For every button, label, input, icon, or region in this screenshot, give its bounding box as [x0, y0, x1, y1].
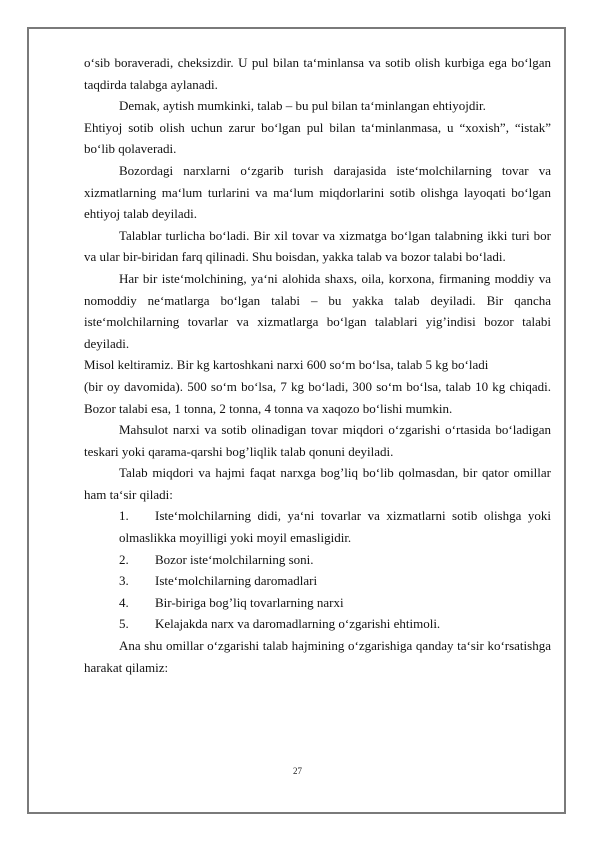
list-item-number: 4.: [119, 594, 129, 610]
list-item: [84, 570, 551, 592]
paragraph-need-wish: Ehtiyoj sotib olish uchun zarur bo‘lgan pul bilan ta‘minlanmasa, u “xoxish”, “istak” bo‘lib qolaveradi.: [84, 119, 551, 157]
paragraph-law-of-demand: Mahsulot narxi va sotib olinadigan tovar miqdori o‘zgarishi o‘rtasida bo‘ladigan teskari yoki qarama-qarshi bog’liqlik talab qonuni deyiladi.: [84, 422, 551, 459]
list-item-text: Kelajakda narx va daromadlarning o‘zgarishi ehtimoli.: [155, 616, 441, 632]
list-item-number: 3.: [119, 573, 129, 589]
list-item-number: 5.: [119, 616, 129, 632]
list-item: [84, 549, 551, 571]
list-item-text: Iste‘molchilarning didi, ya‘ni tovarlar va xizmatlarni sotib olishga yoki olmaslikka moyilligi yoki moyil emasligidir.: [119, 508, 551, 546]
list-item: [84, 613, 551, 635]
list-item: [84, 592, 551, 614]
paragraph-continuation: o‘sib boraveradi, cheksizdir. U pul bilan ta‘minlansa va sotib olish kurbiga ega bo‘lgan taqdirda talabga aylanadi.: [84, 55, 551, 92]
page-number: 27: [293, 766, 302, 776]
list-item-text: Bir-biriga bog’liq tovarlarning narxi: [155, 594, 344, 610]
paragraph-market-prices: Bozordagi narxlarni o‘zgarib turish darajasida iste‘molchilarning tovar va xizmatlarning ma‘lum turlarini va ma‘lum miqdorlarini sotib olishga layoqati bo‘lgan ehtiyoj talab deyiladi.: [84, 162, 551, 222]
paragraph-factors-intro: Talab miqdori va hajmi faqat narxga bog’liq bo‘lib qolmasdan, bir qator omillar ham ta‘sir qiladi:: [84, 465, 551, 502]
paragraph-demand-types: Talablar turlicha bo‘ladi. Bir xil tovar va xizmatga bo‘lgan talabning ikki turi bor va ular bir-biridan farq qilinadi. Shu boisdan, yakka talab va bozor talabi bo‘ladi.: [84, 227, 551, 265]
paragraph-example: Misol keltiramiz. Bir kg kartoshkani narxi 600 so‘m bo‘lsa, talab 5 kg bo‘ladi: [84, 357, 489, 373]
document-body: [84, 52, 551, 678]
paragraph-demand-definition: Demak, aytish mumkinki, talab – bu pul bilan ta‘minlangan ehtiyojdir.: [119, 98, 486, 114]
paragraph-example-continued: (bir oy davomida). 500 so‘m bo‘lsa, 7 kg bo‘ladi, 300 so‘m bo‘lsa, talab 10 kg chiqadi. Bozor talabi esa, 1 tonna, 2 tonna, 4 tonna va xaqozo bo‘lishi mumkin.: [84, 378, 551, 416]
list-item: [84, 505, 551, 548]
list-item-number: 1.: [119, 508, 129, 524]
list-item-text: Bozor iste‘molchilarning soni.: [155, 551, 314, 567]
list-item-number: 2.: [119, 551, 129, 567]
list-item-text: Iste‘molchilarning daromadlari: [155, 573, 318, 589]
paragraph-closing: Ana shu omillar o‘zgarishi talab hajmining o‘zgarishiga qanday ta‘sir ko‘rsatishga harakat qilamiz:: [84, 638, 551, 675]
paragraph-individual-demand: Har bir iste‘molchining, ya‘ni alohida shaxs, oila, korxona, firmaning moddiy va nomoddiy ne‘matlarga bo‘lgan talabi – bu yakka talab deyiladi. Bir qancha iste‘molchilarning tovarlar va xizmatlarga bo‘lgan talablari yig’indisi bozor talabi deyiladi.: [84, 270, 551, 351]
